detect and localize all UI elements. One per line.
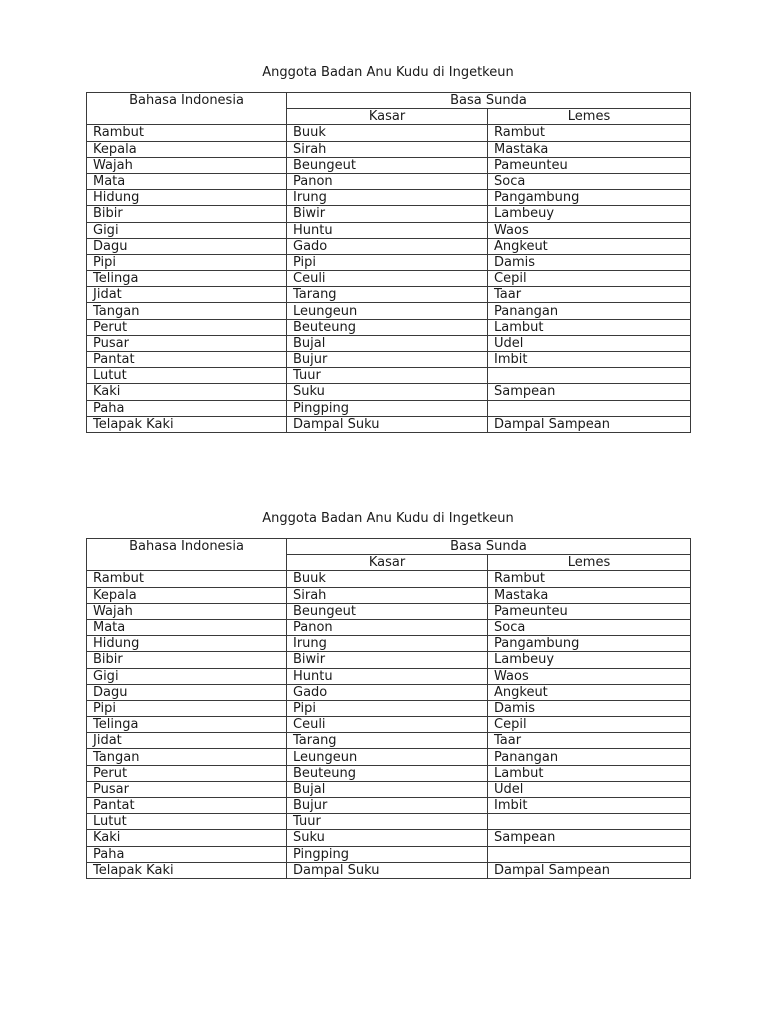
cell-kasar: Beuteung [287,765,488,781]
table-row [87,319,691,335]
cell-bahasa-indonesia: Hidung [87,636,287,652]
cell-kasar: Beuteung [287,319,488,335]
cell-lemes [488,368,691,384]
table-row [87,749,691,765]
table-row [87,603,691,619]
header-lemes: Lemes [488,109,691,125]
cell-kasar: Beungeut [287,603,488,619]
vocabulary-table-block-1 [86,64,690,433]
cell-lemes: Mastaka [488,587,691,603]
cell-kasar: Bujal [287,335,488,351]
cell-kasar: Buuk [287,571,488,587]
cell-lemes: Imbit [488,798,691,814]
cell-kasar: Biwir [287,652,488,668]
cell-bahasa-indonesia: Perut [87,319,287,335]
table-row [87,384,691,400]
cell-kasar: Sirah [287,141,488,157]
table-row [87,862,691,878]
cell-bahasa-indonesia: Dagu [87,684,287,700]
cell-kasar: Irung [287,636,488,652]
cell-lemes: Udel [488,781,691,797]
cell-kasar: Panon [287,173,488,189]
vocabulary-table-block-2 [86,510,690,879]
cell-kasar: Bujur [287,798,488,814]
vocabulary-table [86,92,691,433]
cell-kasar: Ceuli [287,717,488,733]
cell-lemes: Pangambung [488,190,691,206]
table-body [87,125,691,433]
cell-lemes: Waos [488,668,691,684]
cell-bahasa-indonesia: Pipi [87,254,287,270]
cell-kasar: Panon [287,619,488,635]
cell-bahasa-indonesia: Rambut [87,125,287,141]
cell-bahasa-indonesia: Lutut [87,814,287,830]
cell-bahasa-indonesia: Pipi [87,700,287,716]
table-row [87,619,691,635]
table-row [87,352,691,368]
cell-lemes: Panangan [488,749,691,765]
cell-bahasa-indonesia: Rambut [87,571,287,587]
cell-lemes: Lambeuy [488,652,691,668]
cell-kasar: Irung [287,190,488,206]
cell-kasar: Suku [287,830,488,846]
cell-bahasa-indonesia: Telapak Kaki [87,862,287,878]
cell-kasar: Biwir [287,206,488,222]
table-row [87,190,691,206]
cell-lemes: Pameunteu [488,157,691,173]
cell-kasar: Dampal Suku [287,862,488,878]
cell-kasar: Huntu [287,668,488,684]
table-row [87,157,691,173]
cell-bahasa-indonesia: Wajah [87,603,287,619]
table-title: Anggota Badan Anu Kudu di Ingetkeun [262,511,514,526]
cell-bahasa-indonesia: Kaki [87,384,287,400]
cell-kasar: Tarang [287,733,488,749]
cell-kasar: Tuur [287,368,488,384]
table-header-row [87,93,691,109]
cell-bahasa-indonesia: Kepala [87,141,287,157]
cell-bahasa-indonesia: Tangan [87,749,287,765]
cell-lemes: Soca [488,619,691,635]
cell-kasar: Gado [287,684,488,700]
cell-kasar: Pingping [287,846,488,862]
cell-kasar: Buuk [287,125,488,141]
table-row [87,781,691,797]
cell-lemes: Soca [488,173,691,189]
cell-bahasa-indonesia: Jidat [87,733,287,749]
table-row [87,700,691,716]
cell-lemes: Taar [488,287,691,303]
cell-bahasa-indonesia: Paha [87,400,287,416]
cell-bahasa-indonesia: Tangan [87,303,287,319]
cell-kasar: Bujal [287,781,488,797]
cell-kasar: Tuur [287,814,488,830]
cell-bahasa-indonesia: Bibir [87,206,287,222]
cell-lemes: Rambut [488,125,691,141]
cell-lemes: Angkeut [488,238,691,254]
table-row [87,206,691,222]
cell-lemes [488,814,691,830]
table-row [87,335,691,351]
table-row [87,238,691,254]
cell-kasar: Ceuli [287,271,488,287]
cell-lemes: Panangan [488,303,691,319]
cell-kasar: Gado [287,238,488,254]
header-bahasa-indonesia: Bahasa Indonesia [87,539,287,571]
cell-bahasa-indonesia: Pantat [87,352,287,368]
cell-kasar: Bujur [287,352,488,368]
cell-lemes [488,846,691,862]
header-basa-sunda: Basa Sunda [287,539,691,555]
cell-bahasa-indonesia: Wajah [87,157,287,173]
cell-bahasa-indonesia: Pusar [87,781,287,797]
cell-lemes: Lambut [488,765,691,781]
table-title: Anggota Badan Anu Kudu di Ingetkeun [262,65,514,80]
table-row [87,125,691,141]
cell-lemes: Pangambung [488,636,691,652]
cell-lemes: Udel [488,335,691,351]
cell-lemes: Mastaka [488,141,691,157]
table-row [87,830,691,846]
table-row [87,271,691,287]
table-row [87,400,691,416]
cell-kasar: Huntu [287,222,488,238]
cell-lemes: Angkeut [488,684,691,700]
cell-lemes: Waos [488,222,691,238]
cell-bahasa-indonesia: Pantat [87,798,287,814]
cell-bahasa-indonesia: Telinga [87,271,287,287]
cell-bahasa-indonesia: Kepala [87,587,287,603]
table-row [87,587,691,603]
cell-kasar: Pipi [287,254,488,270]
table-row [87,814,691,830]
table-row [87,303,691,319]
header-kasar: Kasar [287,555,488,571]
table-row [87,765,691,781]
table-row [87,733,691,749]
header-basa-sunda: Basa Sunda [287,93,691,109]
cell-lemes: Dampal Sampean [488,862,691,878]
table-row [87,668,691,684]
cell-bahasa-indonesia: Lutut [87,368,287,384]
cell-kasar: Suku [287,384,488,400]
cell-kasar: Pipi [287,700,488,716]
cell-bahasa-indonesia: Perut [87,765,287,781]
table-header-row [87,539,691,555]
cell-kasar: Pingping [287,400,488,416]
cell-lemes: Taar [488,733,691,749]
cell-lemes: Pameunteu [488,603,691,619]
cell-bahasa-indonesia: Dagu [87,238,287,254]
table-row [87,141,691,157]
cell-bahasa-indonesia: Bibir [87,652,287,668]
cell-bahasa-indonesia: Pusar [87,335,287,351]
table-row [87,287,691,303]
cell-bahasa-indonesia: Paha [87,846,287,862]
cell-bahasa-indonesia: Mata [87,173,287,189]
cell-lemes: Rambut [488,571,691,587]
cell-bahasa-indonesia: Hidung [87,190,287,206]
cell-kasar: Sirah [287,587,488,603]
cell-lemes: Cepil [488,717,691,733]
table-row [87,798,691,814]
cell-kasar: Tarang [287,287,488,303]
cell-kasar: Leungeun [287,749,488,765]
table-row [87,652,691,668]
table-row [87,173,691,189]
table-row [87,416,691,432]
cell-lemes: Damis [488,700,691,716]
table-row [87,571,691,587]
cell-lemes: Cepil [488,271,691,287]
cell-kasar: Dampal Suku [287,416,488,432]
cell-lemes: Lambut [488,319,691,335]
header-kasar: Kasar [287,109,488,125]
cell-lemes: Imbit [488,352,691,368]
table-body [87,571,691,879]
cell-lemes: Dampal Sampean [488,416,691,432]
cell-kasar: Beungeut [287,157,488,173]
cell-bahasa-indonesia: Gigi [87,222,287,238]
table-row [87,222,691,238]
table-row [87,684,691,700]
table-row [87,636,691,652]
cell-lemes: Sampean [488,384,691,400]
table-row [87,846,691,862]
header-bahasa-indonesia: Bahasa Indonesia [87,93,287,125]
table-row [87,254,691,270]
vocabulary-table [86,538,691,879]
cell-bahasa-indonesia: Jidat [87,287,287,303]
cell-lemes: Sampean [488,830,691,846]
cell-lemes [488,400,691,416]
header-lemes: Lemes [488,555,691,571]
table-row [87,717,691,733]
cell-bahasa-indonesia: Gigi [87,668,287,684]
cell-bahasa-indonesia: Kaki [87,830,287,846]
cell-lemes: Damis [488,254,691,270]
cell-bahasa-indonesia: Telapak Kaki [87,416,287,432]
cell-bahasa-indonesia: Telinga [87,717,287,733]
cell-lemes: Lambeuy [488,206,691,222]
cell-kasar: Leungeun [287,303,488,319]
table-row [87,368,691,384]
cell-bahasa-indonesia: Mata [87,619,287,635]
